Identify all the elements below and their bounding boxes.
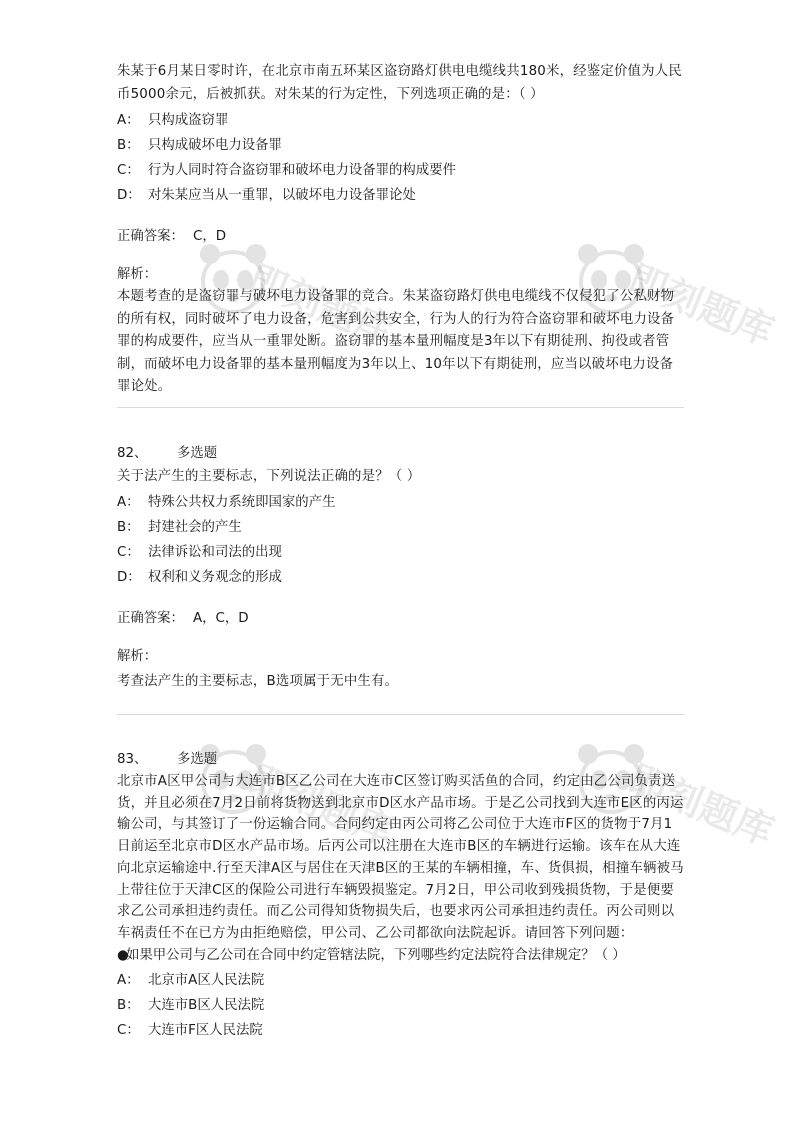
bullet-icon: ● xyxy=(117,947,129,963)
analysis-text: 考查法产生的主要标志，B选项属于无中生有。 xyxy=(117,673,399,689)
watermark-text: 即刻题库 xyxy=(622,756,780,855)
option-text: 权利和义务观念的形成 xyxy=(148,569,282,585)
correct-answer xyxy=(117,608,684,630)
watermark-text: 即刻题库 xyxy=(242,756,400,855)
question-number: 83、 xyxy=(117,752,148,767)
watermark-text: 即刻题库 xyxy=(242,256,400,355)
watermark-text: 即刻题库 xyxy=(622,256,780,355)
option-b xyxy=(117,995,684,1018)
option-letter: C： xyxy=(117,163,140,178)
option-text: 对朱某应当从一重罪，以破坏电力设备罪论处 xyxy=(148,188,416,203)
correct-answer xyxy=(117,226,684,248)
question-82 xyxy=(117,443,684,693)
option-text: 北京市A区人民法院 xyxy=(148,973,265,989)
answer-value: A，C，D xyxy=(193,610,249,626)
question-stem: 朱某于6月某日零时许，在北京市南五环某区盗窃路灯供电电缆线共180米，经鉴定价值为人民币5000余元，后被抓获。对朱某的行为定性，下列选项正确的是：（ ） xyxy=(117,64,682,102)
question-header xyxy=(117,443,684,465)
question-83 xyxy=(117,749,684,1045)
question-type: 多选题 xyxy=(177,752,218,767)
sub-question-text: 如果甲公司与乙公司在合同中约定管辖法院，下列哪些约定法院符合法律规定？（ ） xyxy=(126,947,626,963)
option-letter: C： xyxy=(117,544,140,560)
option-letter: A： xyxy=(117,494,140,510)
option-letter: B： xyxy=(117,998,140,1014)
option-a xyxy=(117,492,684,515)
question-stem: 北京市A区甲公司与大连市B区乙公司在大连市C区签订购买活鱼的合同，约定由乙公司负责送货，并且必须在7月2日前将货物送到北京市D区水产品市场。于是乙公司找到大连市E区的丙运输公司，与其签订了一份运输合同。合同约定由丙公司将乙公司位于大连市F区的货物于7月1日前运至北京市D区水产品市场。后丙公司以注册在大连市B区的车辆进行运输。该车在从大连向北京运输途中.行至天津A区与居住在天津B区的王某的车辆相撞，车、货俱损，相撞车辆被马上带往位于天津C区的保险公司进行车辆毁损鉴定。7月2日，甲公司收到残损货物，于是便要求乙公司承担违约责任。而乙公司得知货物损失后，也要求丙公司承担违约责任。丙公司则以车祸责任不在已方为由拒绝赔偿，甲公司、乙公司都欲向法院起诉。请回答下列问题： xyxy=(117,774,684,941)
option-letter: B： xyxy=(117,519,140,535)
answer-value: C，D xyxy=(193,229,227,244)
answer-label: 正确答案： xyxy=(117,610,184,626)
option-text: 特殊公共权力系统即国家的产生 xyxy=(148,494,336,510)
option-text: 大连市B区人民法院 xyxy=(148,998,265,1014)
option-c xyxy=(117,1020,684,1043)
analysis-label: 解析： xyxy=(117,267,158,282)
option-text: 大连市F区人民法院 xyxy=(148,1023,263,1039)
option-text: 封建社会的产生 xyxy=(148,519,242,535)
question-stem: 关于法产生的主要标志，下列说法正确的是？（ ） xyxy=(117,469,421,484)
option-b xyxy=(117,135,684,158)
divider xyxy=(117,407,684,408)
sub-question xyxy=(117,945,684,968)
option-letter: C： xyxy=(117,1023,140,1039)
option-letter: A： xyxy=(117,113,140,128)
option-letter: A： xyxy=(117,973,140,989)
option-text: 行为人同时符合盗窃罪和破坏电力设备罪的构成要件 xyxy=(148,163,456,178)
question-header xyxy=(117,749,684,771)
question-number: 82、 xyxy=(117,446,148,461)
option-d xyxy=(117,185,684,208)
option-b xyxy=(117,517,684,540)
option-a xyxy=(117,110,684,133)
option-letter: B： xyxy=(117,138,140,153)
option-d xyxy=(117,567,684,590)
option-letter: D： xyxy=(117,569,141,585)
option-c xyxy=(117,542,684,565)
divider xyxy=(117,714,684,715)
question-type: 多选题 xyxy=(177,446,218,461)
option-c xyxy=(117,160,684,183)
question-81 xyxy=(117,61,684,399)
analysis-text: 本题考查的是盗窃罪与破坏电力设备罪的竞合。朱某盗窃路灯供电电缆线不仅侵犯了公私财物的所有权，同时破坏了电力设备，危害到公共安全，行为人的行为符合盗窃罪和破坏电力设备罪的构成要件，应当从一重罪处断。盗窃罪的基本量刑幅度是3年以下有期徒刑、拘役或者管制，而破坏电力设备罪的基本量刑幅度为3年以上、10年以下有期徒刑，应当以破坏电力设备罪论处。 xyxy=(117,289,675,394)
option-text: 法律诉讼和司法的出现 xyxy=(148,544,282,560)
analysis-label: 解析： xyxy=(117,648,158,664)
answer-label: 正确答案： xyxy=(117,229,184,244)
option-letter: D： xyxy=(117,188,141,203)
option-text: 只构成盗窃罪 xyxy=(148,113,229,128)
option-text: 只构成破坏电力设备罪 xyxy=(148,138,282,153)
option-a xyxy=(117,970,684,993)
